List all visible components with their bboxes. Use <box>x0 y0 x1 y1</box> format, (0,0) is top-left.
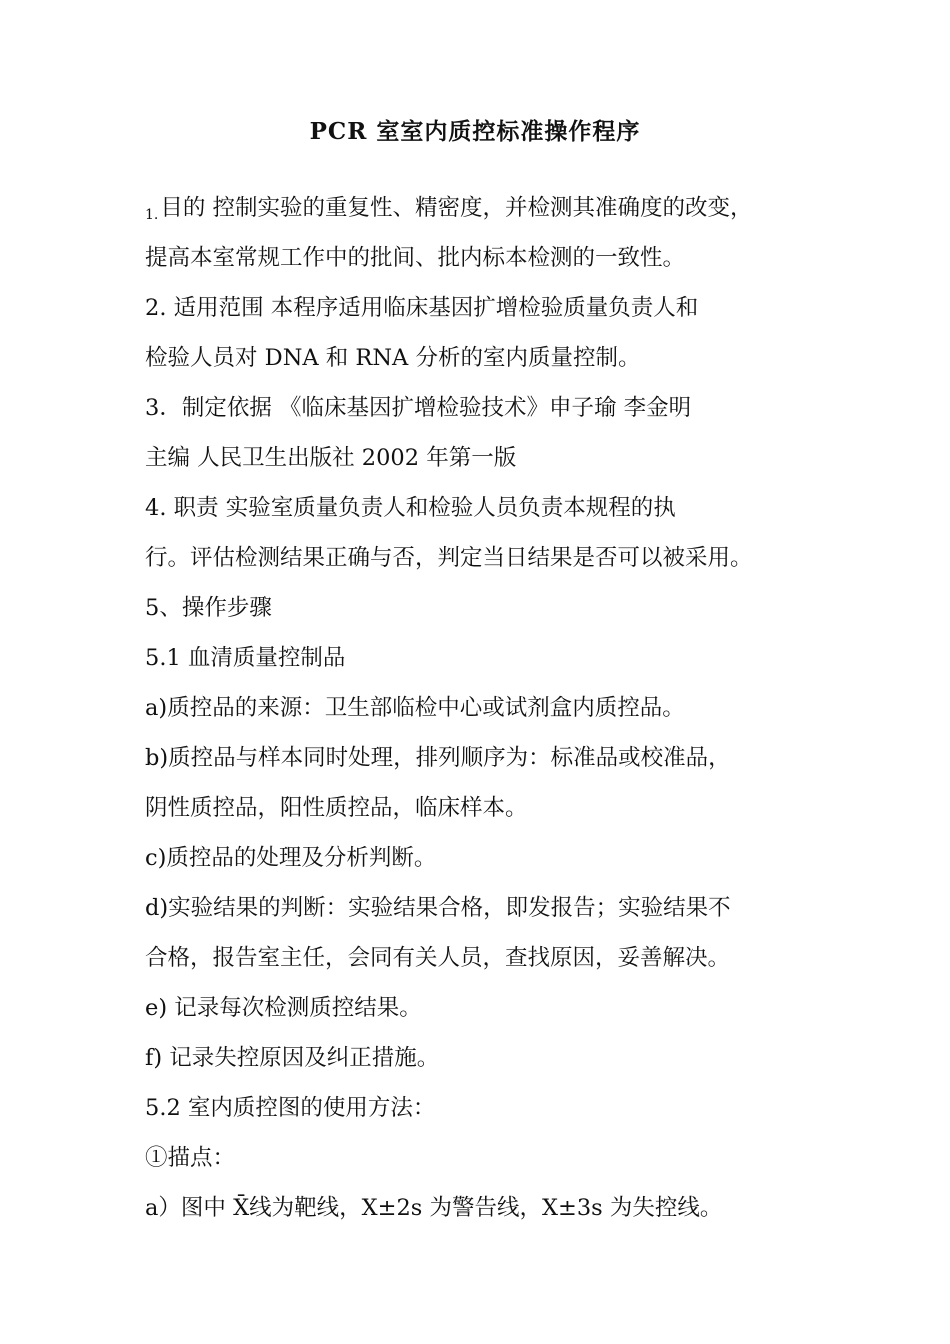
paragraph-line: 提高本室常规工作中的批间、批内标本检测的一致性。 <box>145 245 686 271</box>
paragraph-line: 3．制定依据 《临床基因扩增检验技术》申子瑜 李金明 <box>145 395 692 421</box>
subsection-heading: 5.1 血清质量控制品 <box>145 645 346 671</box>
document-body <box>145 183 815 1233</box>
subsection-heading: 5.2 室内质控图的使用方法： <box>145 1095 436 1121</box>
paragraph-line: b)质控品与样本同时处理，排列顺序为：标准品或校准品， <box>145 745 731 771</box>
paragraph-line: e) 记录每次检测质控结果。 <box>145 995 422 1021</box>
paragraph-line: f) 记录失控原因及纠正措施。 <box>145 1045 440 1071</box>
section-number: 1. <box>145 207 159 223</box>
paragraph-line: 2. 适用范围 本程序适用临床基因扩增检验质量负责人和 <box>145 295 699 321</box>
paragraph-line: a)质控品的来源：卫生部临检中心或试剂盒内质控品。 <box>145 695 685 721</box>
paragraph-line: ①描点： <box>145 1145 236 1171</box>
paragraph-line: 行。评估检测结果正确与否，判定当日结果是否可以被采用。 <box>145 545 753 571</box>
paragraph-line: 主编 人民卫生出版社 2002 年第一版 <box>145 445 517 471</box>
document-title: PCR 室室内质控标准操作程序 <box>309 118 641 145</box>
line-text: 目的 控制实验的重复性、精密度，并检测其准确度的改变， <box>160 195 753 221</box>
paragraph-line: 4. 职责 实验室质量负责人和检验人员负责本规程的执 <box>145 495 676 521</box>
paragraph-line: a）图中 X̄线为靶线，X±2s 为警告线，X±3s 为失控线。 <box>145 1195 723 1221</box>
paragraph-line: 合格，报告室主任，会同有关人员，查找原因，妥善解决。 <box>145 945 731 971</box>
section-heading: 5、操作步骤 <box>145 595 272 621</box>
paragraph-line: d)实验结果的判断：实验结果合格，即发报告；实验结果不 <box>145 895 731 921</box>
paragraph-line <box>145 183 815 233</box>
paragraph-line: 检验人员对 DNA 和 RNA 分析的室内质量控制。 <box>145 345 641 371</box>
paragraph-line: 阴性质控品，阳性质控品，临床样本。 <box>145 795 528 821</box>
paragraph-line: c)质控品的处理及分析判断。 <box>145 845 437 871</box>
